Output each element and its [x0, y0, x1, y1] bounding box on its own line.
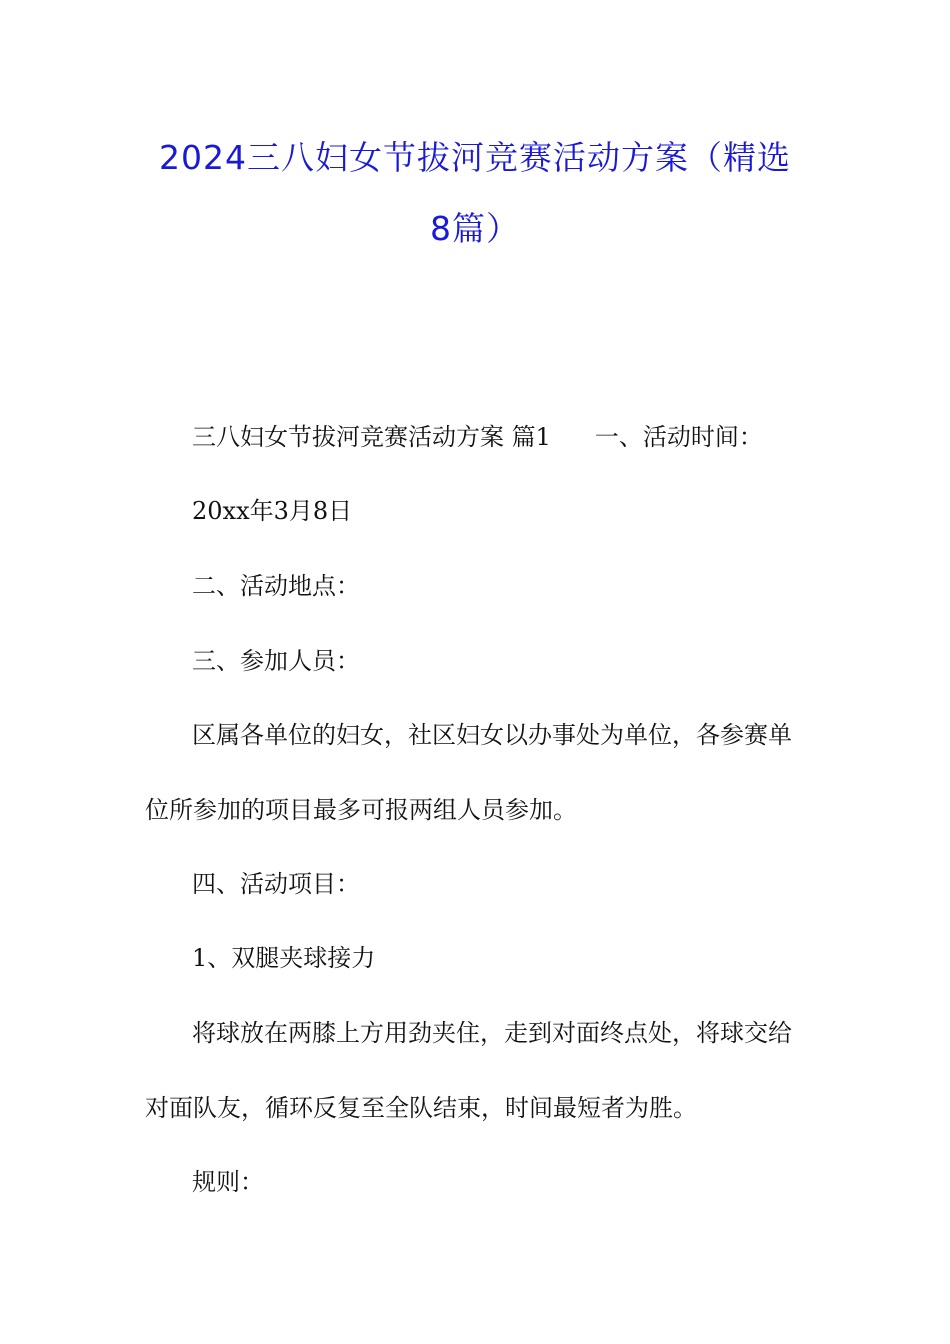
document-title-line-1: 2024三八妇女节拔河竞赛活动方案（精选 [159, 138, 791, 177]
section-heading-row [192, 422, 763, 452]
event1-title: 1、双腿夹球接力 [192, 944, 376, 972]
rules-label: 规则： [192, 1168, 264, 1196]
item3-heading: 三、参加人员： [192, 647, 360, 675]
participants-line-1: 区属各单位的妇女，社区妇女以办事处为单位，各参赛单 [192, 721, 792, 749]
item2-heading: 二、活动地点： [192, 572, 360, 600]
event1-description-line-1: 将球放在两膝上方用劲夹住，走到对面终点处，将球交给 [192, 1019, 792, 1047]
item4-heading: 四、活动项目： [192, 870, 360, 898]
document-title-line-2: 8篇） [430, 209, 520, 248]
item1-heading: 一、活动时间： [594, 423, 763, 451]
section-heading: 三八妇女节拔河竞赛活动方案 篇1 [192, 423, 551, 451]
participants-line-2: 位所参加的项目最多可报两组人员参加。 [145, 796, 577, 824]
event-date: 20xx年3月8日 [192, 497, 353, 525]
event1-description-line-2: 对面队友，循环反复至全队结束，时间最短者为胜。 [145, 1094, 697, 1122]
